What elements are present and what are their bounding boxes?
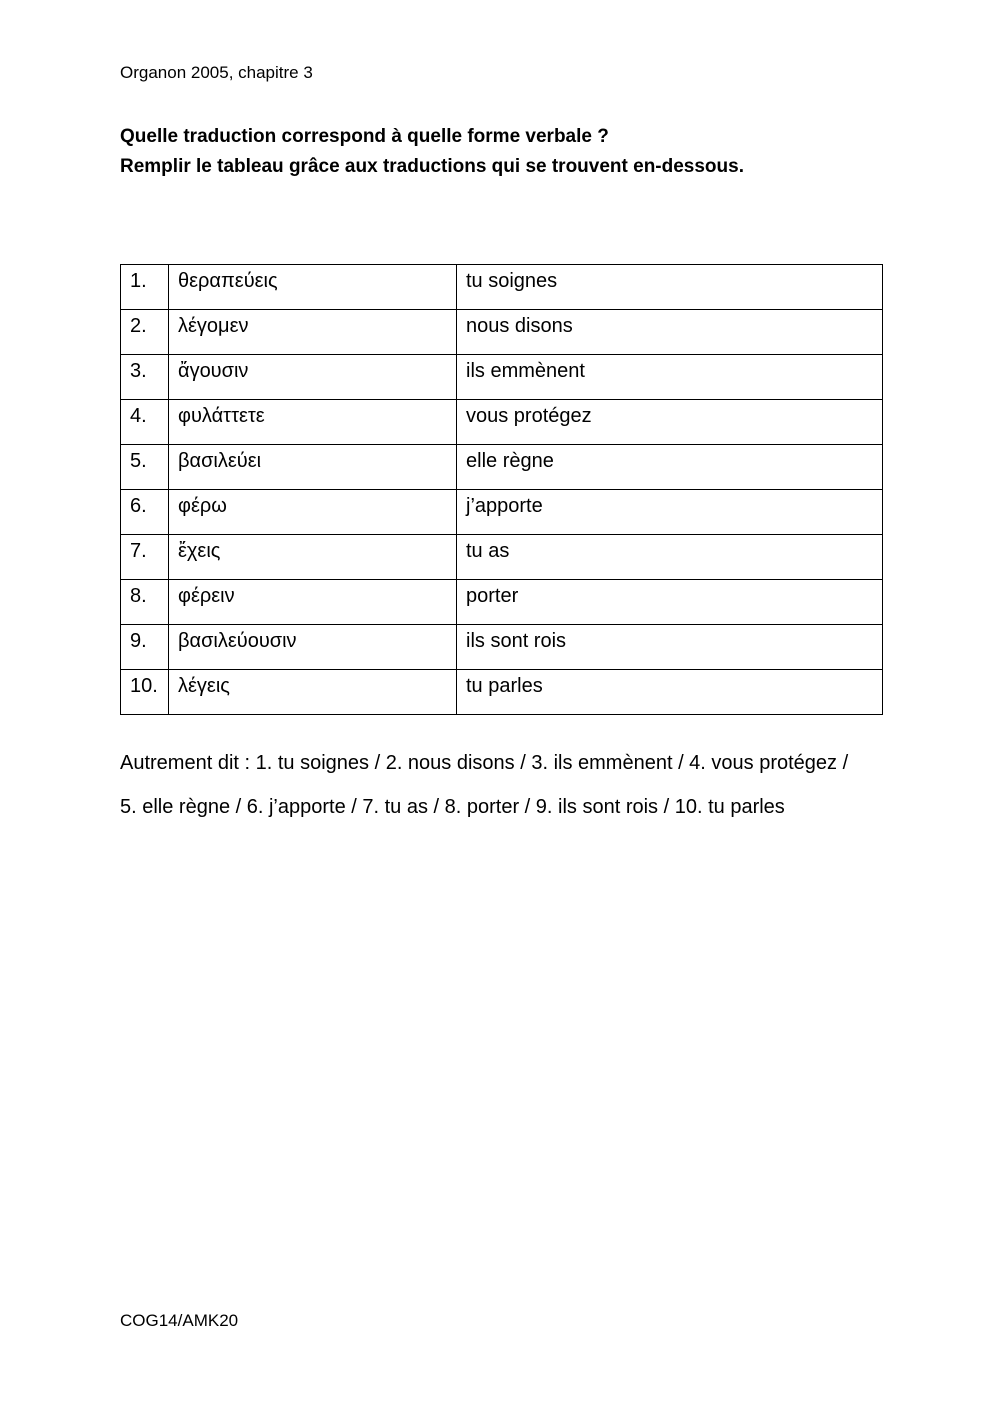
page-header: Organon 2005, chapitre 3 [120, 63, 313, 82]
table-row [121, 535, 883, 580]
table-row [121, 355, 883, 400]
row-number: 9. [121, 625, 169, 670]
greek-form: ἔχεις [169, 535, 457, 580]
instructions [120, 122, 940, 182]
greek-form: λέγομεν [169, 310, 457, 355]
table-row [121, 625, 883, 670]
row-number: 3. [121, 355, 169, 400]
translation: ils sont rois [457, 625, 883, 670]
verb-translation-table [120, 264, 883, 715]
greek-form: ἄγουσιν [169, 355, 457, 400]
greek-form: θεραπεύεις [169, 265, 457, 310]
row-number: 5. [121, 445, 169, 490]
row-number: 6. [121, 490, 169, 535]
table-row [121, 265, 883, 310]
summary-paragraph: Autrement dit : 1. tu soignes / 2. nous disons / 3. ils emmènent / 4. vous protégez / 5. elle règne / 6. j’apporte / 7. tu as / 8. porter / 9. ils sont rois / 10. tu parles [120, 752, 849, 818]
row-number: 8. [121, 580, 169, 625]
greek-form: βασιλεύει [169, 445, 457, 490]
translation: porter [457, 580, 883, 625]
translation: tu soignes [457, 265, 883, 310]
row-number: 4. [121, 400, 169, 445]
greek-form: βασιλεύουσιν [169, 625, 457, 670]
translation: tu as [457, 535, 883, 580]
row-number: 7. [121, 535, 169, 580]
greek-form: λέγεις [169, 670, 457, 715]
translation: j’apporte [457, 490, 883, 535]
row-number: 10. [121, 670, 169, 715]
greek-form: φυλάττετε [169, 400, 457, 445]
greek-form: φέρω [169, 490, 457, 535]
table-row [121, 670, 883, 715]
translation: ils emmènent [457, 355, 883, 400]
page-footer: COG14/AMK20 [120, 1311, 239, 1330]
table-row [121, 400, 883, 445]
translation: vous protégez [457, 400, 883, 445]
instruction-line-2: Remplir le tableau grâce aux traductions qui se trouvent en-dessous. [120, 156, 744, 177]
table-row [121, 445, 883, 490]
table-row [121, 490, 883, 535]
translation: nous disons [457, 310, 883, 355]
translation: elle règne [457, 445, 883, 490]
translation: tu parles [457, 670, 883, 715]
table-row [121, 310, 883, 355]
greek-form: φέρειν [169, 580, 457, 625]
row-number: 2. [121, 310, 169, 355]
row-number: 1. [121, 265, 169, 310]
table-row [121, 580, 883, 625]
instruction-line-1: Quelle traduction correspond à quelle forme verbale ? [120, 126, 609, 147]
